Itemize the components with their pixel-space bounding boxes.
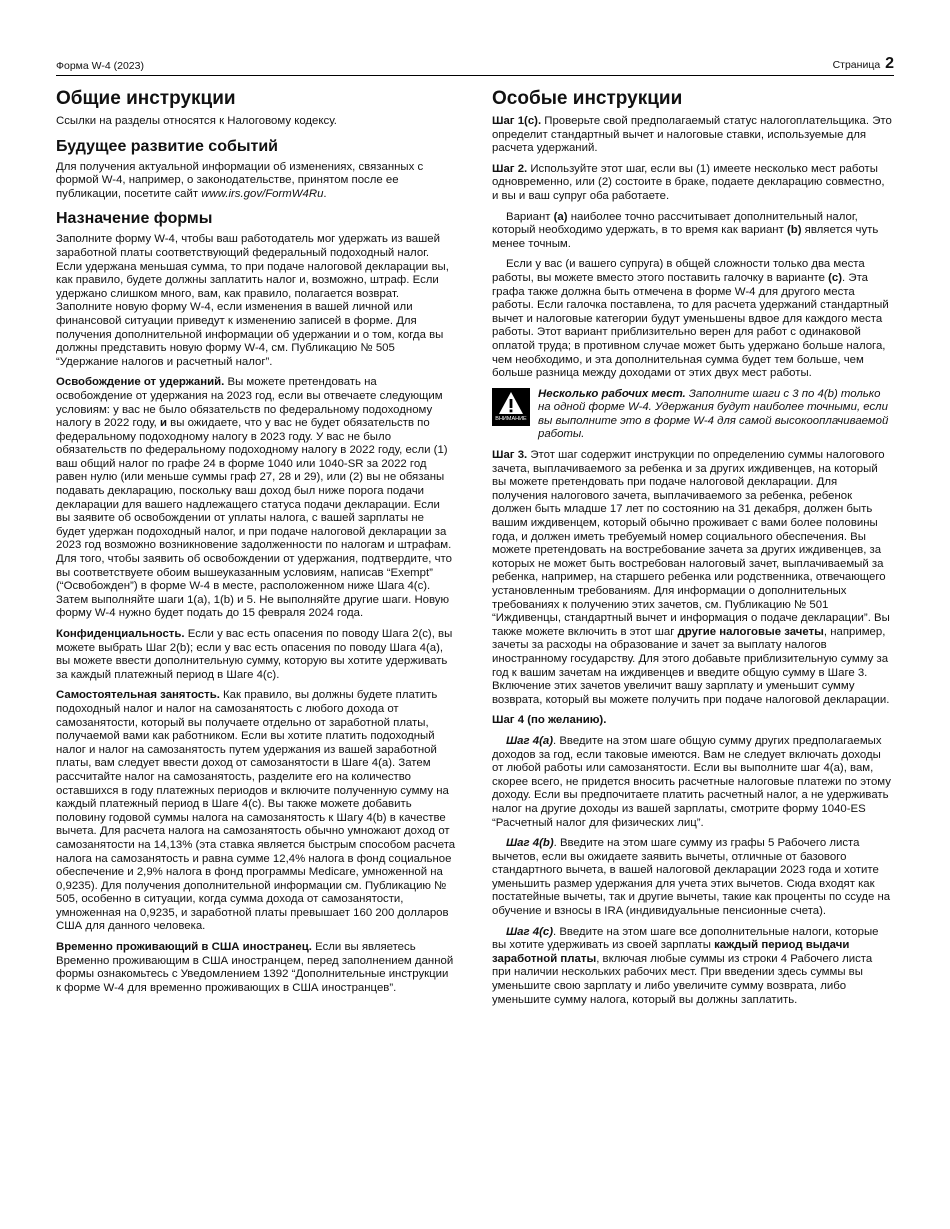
step2-label: Шаг 2.	[492, 162, 528, 175]
step4b-label: Шаг 4(b)	[506, 837, 554, 850]
page-number: 2	[885, 55, 894, 72]
caution-box	[492, 388, 894, 442]
page-number-block	[833, 55, 894, 73]
step4c-text-2: , включая любые суммы из строки 4 Рабочего листа при наличии нескольких рабочих мест. При введении здесь суммы вы уменьшите свою зарплату и либо увеличите сумму возврата, либо уменьшите сумму налога, который вы должны заплатить.	[492, 952, 873, 1006]
caution-text: Заполните шаги с 3 по 4(b) только на одной форме W-4. Удержания будут наиболее точными, если вы выполните это в форме W-4 для самой высокооплачиваемой работы.	[538, 387, 889, 441]
step2-text: Используйте этот шаг, если вы (1) имеете несколько мест работы одновременно, или (2) состоите в браке, подаете декларацию совместно, и вы и ваш супруг оба работаете.	[492, 162, 885, 202]
right-column	[492, 86, 894, 1014]
step3-label: Шаг 3.	[492, 449, 528, 462]
self-employment-title: Самостоятельная занятость.	[56, 689, 220, 702]
step1c-text: Проверьте свой предполагаемый статус налогоплательщика. Это определит стандартный вычет и налоговые ставки, используемые для расчета удержаний.	[492, 115, 892, 155]
caution-icon	[492, 388, 530, 426]
opt-b: (b)	[786, 224, 802, 237]
step4c-paragraph	[492, 926, 894, 1008]
purpose-title: Назначение формы	[56, 210, 213, 228]
step3-bold: другие налоговые зачеты	[677, 625, 824, 638]
step4a-paragraph	[492, 735, 894, 830]
two-jobs-pre: Если у вас (и вашего супруга) в общей сложности только два места работы, вы можете вместо этого поставить галочку в варианте	[492, 258, 865, 284]
caution-label: ВНИМАНИЕ	[495, 416, 527, 423]
opt-a-mid: наиболее точно рассчитывает дополнительный налог, который необходимо удержать, в то время как вариант	[492, 210, 858, 237]
general-intro: Ссылки на разделы относятся к Налоговому кодексу.	[56, 115, 337, 127]
opt-b-post: является чуть менее точным.	[492, 224, 879, 250]
two-jobs-paragraph	[492, 258, 894, 380]
future-text: Для получения актуальной информации об изменениях, связанных с формой W-4, например, о законодательстве, принятом после ее публикации, посетите сайт	[56, 160, 424, 200]
form-title: Форма W-4 (2023)	[56, 60, 144, 72]
privacy-text: Если у вас есть опасения по поводу Шага 2(c), вы можете выбрать Шаг 2(b); если у вас есть опасения по поводу Шага 4(a), вы можете ввести дополнительную сумму, которую вы хотите удерживать за каждый платежный период в Шаге 4(c).	[56, 628, 453, 681]
future-developments-title: Будущее развитие событий	[56, 137, 279, 155]
step1c-label: Шаг 1(c).	[492, 115, 542, 127]
step4c-text: . Введите на этом шаге все дополнительные налоги, которые вы хотите удерживать из своей зарплаты	[492, 925, 879, 952]
privacy-title: Конфиденциальность.	[56, 628, 185, 640]
page-header	[56, 56, 894, 76]
step4-title-text: Шаг 4 (по желанию).	[492, 714, 607, 727]
exemption-text-2: вы ожидаете, что у вас не будет обязательств по федеральному подоходному налогу в 2023 году. У вас не было обязательств по федеральному подоходному налогу в 2022 году, если (1) ваш общий налог по графе 24 в форме 1040 или 1040-SR за 2022 год равен нулю (или меньше суммы граф 27, 28 и 29), или (2) вы не обязаны подавать декларацию, поскольку ваш доход был ниже порога подачи декларации для вашего надлежащего статуса подачи декларации. Если вы заявите об освобождении от уплаты налога, с вашей зарплаты не будет удержан подоходный налог, и при подаче налоговой декларации за 2023 год возможно возникновение задолженности по налогам и штрафам. Для того, чтобы заявить об освобождении от удержания, подтвердите, что вы соответствуете обоим вышеуказанным условиям, написав “Exempt” (“Освобожден”) в форме W-4 в месте, расположенном ниже Шага 4(c). Затем выполняйте шаги 1(a), 1(b) и 5. Не выполняйте другие шаги. Новую форму W-4 нужно будет подать до 15 февраля 2024 года.	[56, 417, 452, 620]
two-jobs-post: . Эта графа также должна быть отмечена в форме W-4 для другого места работы. Если галочка поставлена, то для расчета удержаний стандартный вычет и налоговые категории будут уменьшены вдвое для каждого места работы. Этот вариант приблизительно верен для работ с одинаковой оплатой труда; в противном случае может быть удержано больше налога, чем необходимо, и эта дополнительная сумма будет тем больше, чем больше разница между доходами от этих двух мест работы.	[492, 271, 889, 380]
self-employment-text: Как правило, вы должны будете платить подоходный налог и налог на самозанятость с любого дохода от самозанятости, который вы получаете отдельно от заработной платы, получаемой вами как работником. Если вы хотите платить подоходный налог и налог на самозанятость путем удержания из вашей заработной платы, вам следует ввести доход от самозанятости в Шаге 4(a). Затем рассчитайте налог на самозанятость, разделите его на количество оставшихся в году платежных периодов и включите полученную сумму на каждый платежный период в Шаге 4(c). Вы также можете добавить половину годовой суммы налога на самозанятость к Шагу 4(b) в качестве вычета. Для расчета налога на самозанятость обычно умножают доход от самозанятости на 14,13% (эта ставка является быстрым способом расчета налога на самозанятость и равна сумме 12,4% налога в фонд социальное обеспечение и 2,9% налога в фонд программы Medicare, умноженной на 0,9235). Для получения дополнительной информации см. Публикацию № 505, особенно в ситуации, когда сумма дохода от самозанятости, умноженная на 0,9235, и заработной платы превышает 160 200 долларов США для данного человека.	[56, 689, 456, 933]
step3-text: Этот шаг содержит инструкции по определению суммы налогового зачета, выплачиваемого за ребенка и за других иждивенцев, на который вы можете претендовать при подаче налоговой декларации. Для получения налогового зачета, выплачиваемого за ребенка, ребенок должен быть младше 17 лет по состоянию на 31 декабря, должен быть вашим иждивенцем, который обычно проживает с вами более половины года, и должен иметь требуемый номер социального обеспечения. Вы можете претендовать на востребование зачета за других иждивенцев, за которых не может быть востребован налоговый зачет, выплачиваемый за ребенка, например, на старшего ребенка или родственника, отвечающего установленным требованиям. Для информации о дополнительных требованиях к получению этих зачетов, см. Публикацию № 501 “Иждивенцы, стандартный вычет и информация о подаче декларации”. Вы также можете включить в этот шаг	[492, 449, 890, 638]
step4c-label: Шаг 4(c)	[506, 925, 553, 938]
future-end: .	[323, 187, 327, 200]
opt-a: (a)	[553, 210, 568, 223]
opt-c: (c)	[828, 271, 843, 284]
step3-paragraph	[492, 449, 894, 707]
irs-link[interactable]: www.irs.gov/FormW4Ru	[201, 187, 324, 200]
step4b-paragraph	[492, 837, 894, 919]
exemption-and: и	[160, 417, 168, 430]
purpose-text: Заполните форму W-4, чтобы ваш работодатель мог удержать из вашей заработной платы соответствующий федеральный подоходный налог. Если удержана меньшая сумма, то при подаче налоговой декларации вы, как правило, будете должны заплатить налог и, возможно, штраф. Если удержано слишком много, вам, как правило, полагается возврат. Заполните новую форму W-4, если изменения в вашей личной или финансовой ситуации приведут к изменению записей в форме. Для получения дополнительной информации об удержании и о том, когда вы должны представить новую форму W-4, см. Публикацию № 505 “Удержание налогов и расчетный налог”.	[56, 233, 449, 368]
exemption-title: Освобождение от удержаний.	[56, 376, 225, 389]
general-instructions-title: Общие инструкции	[56, 88, 236, 109]
nonresident-title: Временно проживающий в США иностранец.	[56, 941, 312, 954]
nonresident-paragraph	[56, 941, 456, 995]
step4a-label: Шаг 4(a)	[506, 734, 553, 747]
specific-instructions-title: Особые инструкции	[492, 88, 683, 109]
step4c-bold: каждый период выдачи заработной платы	[492, 939, 850, 965]
step1c-paragraph	[492, 115, 894, 156]
caution-title: Несколько рабочих мест.	[538, 387, 686, 400]
future-developments-text	[56, 161, 456, 202]
step4a-text: . Введите на этом шаге общую сумму других предполагаемых доходов за год, если таковые имеются. Вам не следует включать доходы от любой работы или самозанятости. Если вы выполните шаг 4(a), вам, скорее всего, не придется вносить расчетные налоговые платежи по этому доходу. Если вы предпочитаете платить расчетный налог, а не удерживать налог на другие доходы из вашей зарплаты, смотрите форму 1040-ES “Расчетный налог для физических лиц”.	[492, 734, 891, 829]
option-a-paragraph	[492, 211, 894, 252]
step4b-text: . Введите на этом шаге сумму из графы 5 Рабочего листа вычетов, если вы ожидаете заявить вычеты, отличные от базового стандартного вычета, в вашей налоговой декларации 2023 года и хотите уменьшить размер удержания для учета этих вычетов. Сюда входят как постатейные вычеты, так и другие вычеты, такие как проценты по ссуде на обучение и взносы в IRA (индивидуальные пенсионные счета).	[492, 837, 891, 918]
warning-triangle-icon	[498, 391, 524, 415]
step4-title	[492, 714, 894, 728]
caution-text-block	[538, 388, 894, 442]
privacy-paragraph	[56, 628, 456, 682]
step3-text-2: , например, зачеты за расходы на образование и зачет за выплату налогов иностранному государству. Для этого добавьте приблизительную сумму за год к вашим зачетам на иждивенцев и введите общую сумму в Шаге 3. Включение этих зачетов увеличит вашу зарплату и уменьшит сумму возврата, который вы можете получить при подаче налоговой декларации.	[492, 625, 890, 706]
self-employment-paragraph	[56, 689, 456, 934]
exemption-text-1: Вы можете претендовать на освобождение от удержания на 2023 год, если вы отвечаете следующим условиям: у вас не было обязательств по федеральному подоходному налогу в 2022 году,	[56, 376, 443, 430]
left-column	[56, 86, 456, 1002]
opt-a-pre: Вариант	[506, 210, 554, 223]
page-label: Страница	[832, 59, 881, 71]
step2-paragraph	[492, 163, 894, 204]
exemption-paragraph	[56, 376, 456, 621]
nonresident-text: Если вы являетесь Временно проживающим в США иностранцем, перед заполнением данной формы ознакомьтесь с Уведомлением 1392 “Дополнительные инструкции к форме W-4 для временно проживающих в США иностранцев”.	[56, 941, 454, 994]
